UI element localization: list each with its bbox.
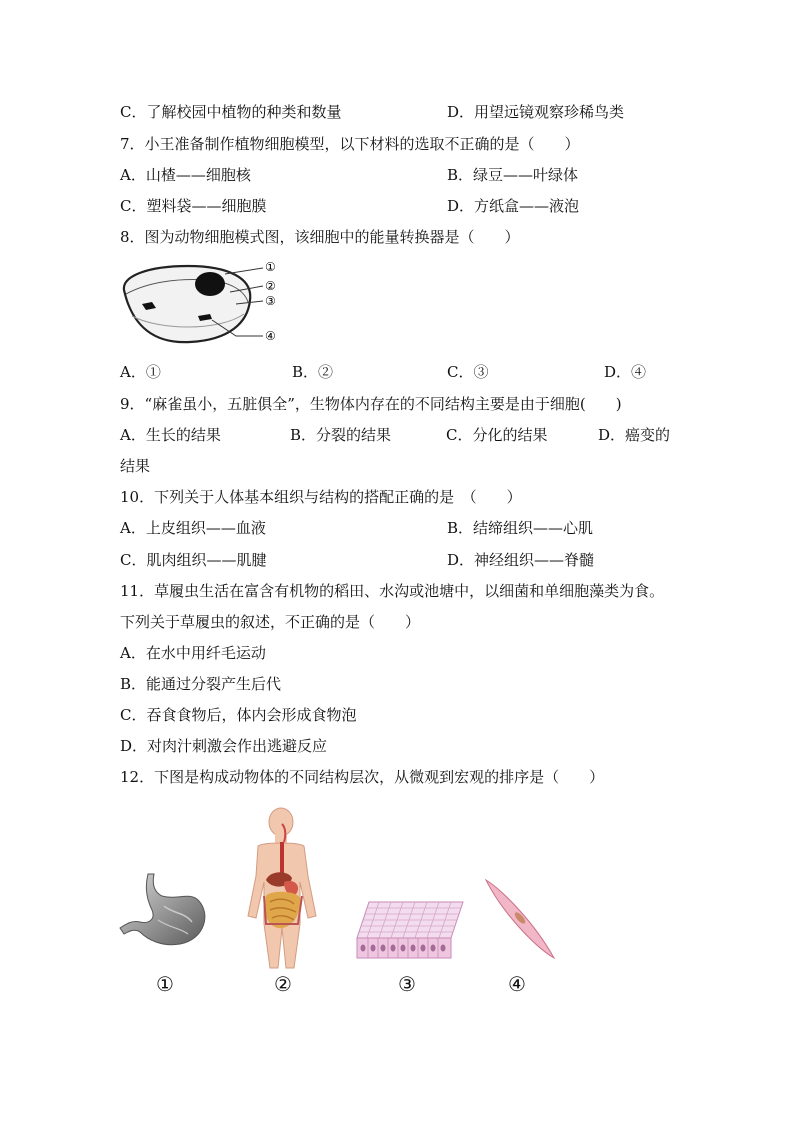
q10-stem: 10．下列关于人体基本组织与结构的搭配正确的是 （ ） <box>120 488 522 506</box>
q9-option-b: B．分裂的结果 <box>290 426 392 444</box>
q9-option-d: D．癌变的 <box>598 426 671 444</box>
q7-stem: 7．小王准备制作植物细胞模型，以下材料的选取不正确的是（ ） <box>120 135 580 153</box>
cell-label-2: ② <box>265 279 276 293</box>
q11-option-c: C．吞食食物后，体内会形成食物泡 <box>120 706 357 724</box>
q9-option-a: A．生长的结果 <box>120 426 221 444</box>
q11-option-d: D．对肉汁刺激会作出逃避反应 <box>120 737 328 755</box>
q10-option-a: A．上皮组织——血液 <box>120 519 266 537</box>
q11-stem-line1: 11．草履虫生活在富含有机物的稻田、水沟或池塘中，以细菌和单细胞藻类为食。 <box>120 582 665 600</box>
animal-cell-diagram <box>118 256 288 350</box>
q10-option-b: B．结缔组织——心肌 <box>447 519 594 537</box>
fig12-label-3: ③ <box>398 972 416 996</box>
q10-option-d: D．神经组织——脊髓 <box>447 551 595 569</box>
cell-label-3: ③ <box>265 294 276 308</box>
q9-option-d-cont: 结果 <box>120 457 151 475</box>
q7-option-b: B．绿豆——叶绿体 <box>447 166 579 184</box>
q8-option-d: D．④ <box>604 363 647 381</box>
q9-stem: 9．“麻雀虽小，五脏俱全”，生物体内存在的不同结构主要是由于细胞( ) <box>120 395 622 413</box>
cell-label-1: ① <box>265 260 276 274</box>
q10-option-c: C．肌肉组织——肌腱 <box>120 551 267 569</box>
q11-option-a: A．在水中用纤毛运动 <box>120 644 266 662</box>
fig12-label-1: ① <box>156 972 174 996</box>
human-body-image <box>244 806 330 970</box>
q6-option-d: D．用望远镜观察珍稀鸟类 <box>447 103 625 121</box>
q12-stem: 12．下图是构成动物体的不同结构层次，从微观到宏观的排序是（ ） <box>120 768 605 786</box>
q7-option-a: A．山楂——细胞核 <box>120 166 251 184</box>
stomach-image <box>118 870 213 950</box>
fig12-label-2: ② <box>274 972 292 996</box>
fig12-label-4: ④ <box>508 972 526 996</box>
q8-option-c: C．③ <box>447 363 489 381</box>
q7-option-c: C．塑料袋——细胞膜 <box>120 197 267 215</box>
q6-option-c: C．了解校园中植物的种类和数量 <box>120 103 342 121</box>
tissue-image <box>355 898 465 960</box>
q9-option-c: C．分化的结果 <box>446 426 548 444</box>
q7-option-d: D．方纸盒——液泡 <box>447 197 580 215</box>
q8-option-b: B．② <box>292 363 334 381</box>
cell-label-4: ④ <box>265 329 276 343</box>
q8-option-a: A．① <box>120 363 161 381</box>
nucleus <box>195 272 225 296</box>
muscle-cell-image <box>482 876 558 962</box>
q11-stem-line2: 下列关于草履虫的叙述，不正确的是（ ） <box>120 613 421 631</box>
q11-option-b: B．能通过分裂产生后代 <box>120 675 282 693</box>
q8-stem: 8．图为动物细胞模式图，该细胞中的能量转换器是（ ） <box>120 228 520 246</box>
